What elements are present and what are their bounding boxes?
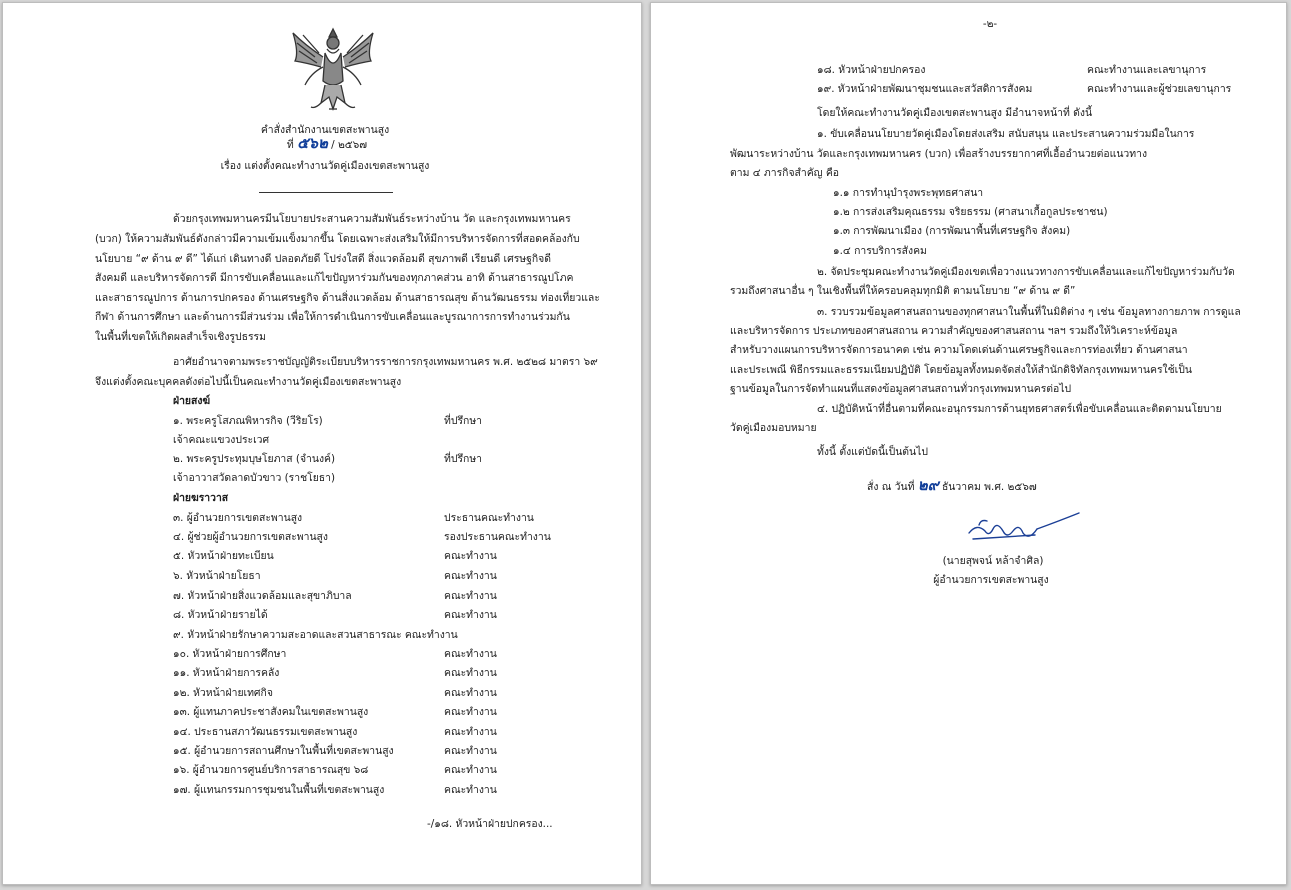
member-role: คณะทำงาน (444, 648, 497, 660)
member-name: ๑๐. หัวหน้าฝ่ายการศึกษา (173, 648, 287, 660)
preamble-line: กีฬา ด้านการศึกษา และด้านการมีส่วนร่วม เพื่อให้การดำเนินการขับเคลื่อนและบูรณาการการทำงานร่วมกัน (95, 311, 570, 323)
member-name: ๓. ผู้อำนวยการเขตสะพานสูง (173, 512, 303, 524)
member-role: คณะทำงาน (444, 570, 497, 582)
order-date (867, 476, 1037, 494)
member-name: ๕. หัวหน้าฝ่ายทะเบียน (173, 550, 274, 562)
authority-line: อาศัยอำนาจตามพระราชบัญญัติระเบียบบริหารราชการกรุงเทพมหานคร พ.ศ. ๒๕๒๘ มาตรา ๖๙ (173, 356, 598, 368)
duty-line: วัดคู่เมืองมอบหมาย (730, 422, 817, 434)
page-number: -๒- (982, 18, 998, 30)
date-day-handwritten: ๒๙ (917, 476, 939, 494)
preamble-line: ในพื้นที่เขตให้เกิดผลสำเร็จเชิงรูปธรรม (95, 331, 266, 343)
mission-item: ๑.๓ การพัฒนาเมือง (การพัฒนาพื้นที่เศรษฐกิจ สังคม) (833, 225, 1071, 237)
member-role: ที่ปรึกษา (444, 453, 483, 465)
member-role: คณะทำงาน (444, 667, 497, 679)
order-subject: เรื่อง แต่งตั้งคณะทำงานวัดคู่เมืองเขตสะพานสูง (220, 160, 430, 172)
continuation-note: -/๑๘. หัวหน้าฝ่ายปกครอง... (427, 818, 553, 830)
preamble-line: และสาธารณูปการ ด้านการปกครอง ด้านเศรษฐกิจ ด้านสิ่งแวดล้อม ด้านสาธารณสุข ด้านวัฒนธรรม ท่องเที่ยวและ (95, 292, 600, 304)
member-role: คณะทำงาน (444, 784, 497, 796)
signatory-title: ผู้อำนวยการเขตสะพานสูง (933, 574, 1049, 586)
member-role: คณะทำงาน (444, 550, 497, 562)
member-name: ๖. หัวหน้าฝ่ายโยธา (173, 570, 261, 582)
section-heading-monks: ฝ่ายสงฆ์ (173, 395, 211, 407)
member-role: คณะทำงาน (444, 687, 497, 699)
member-role: คณะทำงาน (444, 764, 497, 776)
duty-line: ๓. รวบรวมข้อมูลศาสนสถานของทุกศาสนาในพื้นที่ในมิติต่าง ๆ เช่น ข้อมูลทางกายภาพ การดูแล (817, 306, 1241, 318)
duties-intro: โดยให้คณะทำงานวัดคู่เมืองเขตสะพานสูง มีอำนาจหน้าที่ ดังนี้ (817, 107, 1093, 119)
member-name: ๑๖. ผู้อำนวยการศูนย์บริการสาธารณสุข ๖๘ (173, 764, 369, 776)
duty-line: สำหรับวางแผนการบริหารจัดการอนาคต เช่น ความโดดเด่นด้านเศรษฐกิจและการท่องเที่ยว ด้านศาสนา (730, 344, 1188, 356)
member-role: คณะทำงานและผู้ช่วยเลขานุการ (1087, 83, 1232, 95)
member-name: ๑. พระครูโสภณพิหารกิจ (วีริยโร) (173, 415, 323, 427)
member-name: ๑๓. ผู้แทนภาคประชาสังคมในเขตสะพานสูง (173, 706, 369, 718)
member-position: เจ้าอาวาสวัดลาดบัวขาว (ราชโยธา) (173, 472, 336, 484)
member-name: ๑๕. ผู้อำนวยการสถานศึกษาในพื้นที่เขตสะพานสูง (173, 745, 394, 757)
member-name: ๑๑. หัวหน้าฝ่ายการคลัง (173, 667, 280, 679)
duty-line: ๑. ขับเคลื่อนนโยบายวัดคู่เมืองโดยส่งเสริม สนับสนุน และประสานความร่วมมือในการ (817, 128, 1195, 140)
preamble-line: นโยบาย “๙ ด้าน ๙ ดี” ได้แก่ เดินทางดี ปลอดภัยดี โปร่งใสดี สิ่งแวดล้อมดี สุขภาพดี เรียนดี เศรษฐกิจดี (95, 253, 551, 265)
member-role: คณะทำงาน (444, 706, 497, 718)
duty-line: ๒. จัดประชุมคณะทำงานวัดคู่เมืองเขตเพื่อวางแนวทางการขับเคลื่อนและแก้ไขปัญหาร่วมกับวัด (817, 266, 1235, 278)
duty-line: ฐานข้อมูลในการจัดทำแผนที่แสดงข้อมูลศาสนสถานทั่วกรุงเทพมหานครต่อไป (730, 383, 1072, 395)
duty-line: และบริหารจัดการ ประเภทของศาสนสถาน ความสำคัญของศาสนสถาน ฯลฯ รวมถึงให้วิเคราะห์ข้อมูล (730, 325, 1178, 337)
order-page-1 (2, 2, 642, 885)
member-name: ๑๒. หัวหน้าฝ่ายเทศกิจ (173, 687, 273, 699)
order-issuer: คำสั่งสำนักงานเขตสะพานสูง (260, 124, 390, 136)
date-prefix: สั่ง ณ วันที่ (867, 481, 915, 493)
member-name: ๑๙. หัวหน้าฝ่ายพัฒนาชุมชนและสวัสดิการสังคม (817, 83, 1033, 95)
authority-line: จึงแต่งตั้งคณะบุคคลดังต่อไปนี้เป็นคณะทำงานวัดคู่เมืองเขตสะพานสูง (95, 376, 402, 388)
member-name: ๒. พระครูประทุมบุษโยภาส (จำนงค์) (173, 453, 336, 465)
member-role: ประธานคณะทำงาน (444, 512, 534, 524)
member-role: คณะทำงาน (444, 745, 497, 757)
effective-clause: ทั้งนี้ ตั้งแต่บัดนี้เป็นต้นไป (817, 446, 928, 458)
member-role: รองประธานคณะทำงาน (444, 531, 551, 543)
member-role: คณะทำงานและเลขานุการ (1087, 64, 1207, 76)
signature-mark (963, 511, 1083, 553)
duty-line: พัฒนาระหว่างบ้าน วัดและกรุงเทพมหานคร (บวก) เพื่อสร้างบรรยากาศที่เอื้ออำนวยต่อแนวทาง (730, 148, 1148, 160)
order-number-handwritten: ๕๖๒ (297, 134, 328, 152)
member-role: ที่ปรึกษา (444, 415, 483, 427)
member-name: ๙. หัวหน้าฝ่ายรักษาความสะอาดและสวนสาธารณะ คณะทำงาน (173, 629, 458, 641)
member-role: คณะทำงาน (444, 590, 497, 602)
member-position: เจ้าคณะแขวงประเวศ (173, 434, 270, 446)
duty-line: และประเพณี พิธีกรรมและธรรมเนียมปฏิบัติ โดยข้อมูลทั้งหมดจัดส่งให้สำนักดิจิทัลกรุงเทพมหานครใช้เป็น (730, 364, 1192, 376)
member-role: คณะทำงาน (444, 609, 497, 621)
garuda-emblem-icon (285, 23, 381, 117)
preamble-line: ด้วยกรุงเทพมหานครมีนโยบายประสานความสัมพันธ์ระหว่างบ้าน วัด และกรุงเทพมหานคร (173, 213, 571, 225)
mission-item: ๑.๔ การบริการสังคม (833, 245, 927, 257)
member-name: ๔. ผู้ช่วยผู้อำนวยการเขตสะพานสูง (173, 531, 328, 543)
order-number-line (286, 134, 368, 152)
member-name: ๗. หัวหน้าฝ่ายสิ่งแวดล้อมและสุขาภิบาล (173, 590, 352, 602)
order-page-2 (650, 2, 1287, 885)
signatory-name: (นายสุพจน์ หล้าจำศิล) (942, 555, 1044, 567)
duty-line: ๔. ปฏิบัติหน้าที่อื่นตามที่คณะอนุกรรมการด้านยุทธศาสตร์เพื่อขับเคลื่อนและติดตามนโยบาย (817, 403, 1222, 415)
member-name: ๑๘. หัวหน้าฝ่ายปกครอง (817, 64, 926, 76)
order-number-suffix: / ๒๕๖๗ (331, 139, 368, 151)
mission-item: ๑.๑ การทำนุบำรุงพระพุทธศาสนา (833, 187, 984, 199)
member-name: ๑๗. ผู้แทนกรรมการชุมชนในพื้นที่เขตสะพานสูง (173, 784, 385, 796)
preamble-line: สังคมดี และบริหารจัดการดี มีการขับเคลื่อนและแก้ไขปัญหาร่วมกันของทุกภาคส่วน อาทิ ด้านสาธารณูปโภค (95, 272, 574, 284)
member-name: ๘. หัวหน้าฝ่ายรายได้ (173, 609, 268, 621)
duty-line: รวมถึงศาสนาอื่น ๆ ในเชิงพื้นที่ให้ครอบคลุมทุกมิติ ตามนโยบาย “๙ ด้าน ๙ ดี” (730, 285, 1076, 297)
order-number-prefix: ที่ (286, 139, 294, 151)
date-suffix: ธันวาคม พ.ศ. ๒๕๖๗ (941, 481, 1037, 493)
divider (259, 192, 393, 193)
mission-item: ๑.๒ การส่งเสริมคุณธรรม จริยธรรม (ศาสนาเกื้อกูลประชาชน) (833, 206, 1108, 218)
preamble-line: (บวก) ให้ความสัมพันธ์ดังกล่าวมีความเข้มแข็งมากขึ้น โดยเฉพาะส่งเสริมให้มีการบริหารจัดการที่สอดคล้องกับ (95, 233, 580, 245)
member-name: ๑๔. ประธานสภาวัฒนธรรมเขตสะพานสูง (173, 726, 358, 738)
member-role: คณะทำงาน (444, 726, 497, 738)
duty-line: ตาม ๔ ภารกิจสำคัญ คือ (730, 167, 840, 179)
section-heading-lay: ฝ่ายฆราวาส (173, 492, 229, 504)
